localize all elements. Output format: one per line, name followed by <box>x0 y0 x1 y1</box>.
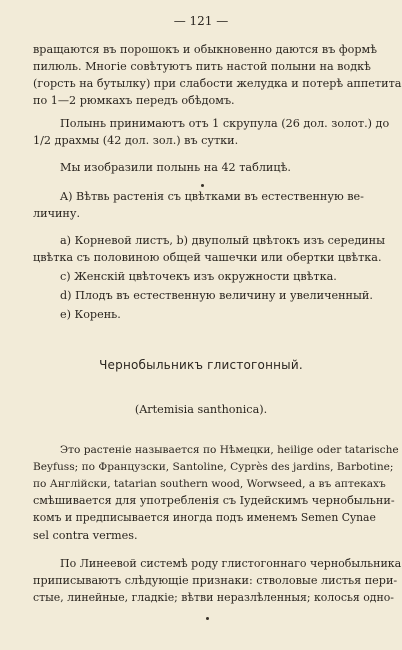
legend-item: цвѣтка съ половиною общей чашечки или обертки цвѣтка. <box>33 251 382 264</box>
text-line: по 1—2 рюмкахъ передъ обѣдомъ. <box>33 94 235 107</box>
legend-item: личину. <box>33 207 81 220</box>
text-line: По Линеевой системѣ роду глистогоннаго чернобыльника <box>60 557 402 570</box>
ink-dot <box>201 184 204 187</box>
ink-dot <box>206 617 209 620</box>
text-line: Это растеніе называется по Нѣмецки, heilige oder tatarische <box>60 444 399 456</box>
text-line: по Англійски, tatarian southern wood, Worwseed, а въ аптекахъ <box>33 478 386 490</box>
text-line: Полынь принимаютъ отъ 1 скрупула (26 дол. золот.) до <box>60 117 390 130</box>
text-line: Мы изобразили полынь на 42 таблицѣ. <box>60 161 291 174</box>
text-line: 1/2 драхмы (42 дол. зол.) въ сутки. <box>33 134 239 147</box>
page-number: — 121 — <box>173 14 229 28</box>
legend-item: d) Плодъ въ естественную величину и увеличенный. <box>60 289 373 302</box>
legend-item: A) Вѣтвь растенія съ цвѣтками въ естественную ве- <box>60 190 364 203</box>
latin-name: (Artemisia santhonica). <box>134 403 268 416</box>
section-heading: Чернобыльникъ глистогонный. <box>99 358 303 372</box>
text-line: sel contra vermes. <box>33 529 138 542</box>
legend-item: e) Корень. <box>60 308 121 321</box>
text-line: вращаются въ порошокъ и обыкновенно даются въ формѣ <box>33 43 378 56</box>
text-line: смѣшивается для употребленія съ Іудейскимъ чернобыльни- <box>33 494 395 507</box>
text-line: стые, линейные, гладкіе; вѣтви неразлѣленныя; колосья одно- <box>33 591 394 604</box>
text-line: (горсть на бутылку) при слабости желудка и потерѣ аппетита <box>33 77 402 90</box>
legend-item: a) Корневой листъ, b) двуполый цвѣтокъ изъ середины <box>60 234 386 247</box>
text-line: приписываютъ слѣдующіе признаки: стволовые листья пери- <box>33 574 398 587</box>
legend-item: c) Женскій цвѣточекъ изъ окружности цвѣтка. <box>60 270 337 283</box>
text-line: комъ и предписывается иногда подъ именемъ Semen Cynae <box>33 511 376 524</box>
text-line: пилюль. Многіе совѣтуютъ пить настой полыни на водкѣ <box>33 60 371 73</box>
text-line: Beyfuss; по Французски, Santoline, Cyprès des jardins, Barbotine; <box>33 461 394 473</box>
